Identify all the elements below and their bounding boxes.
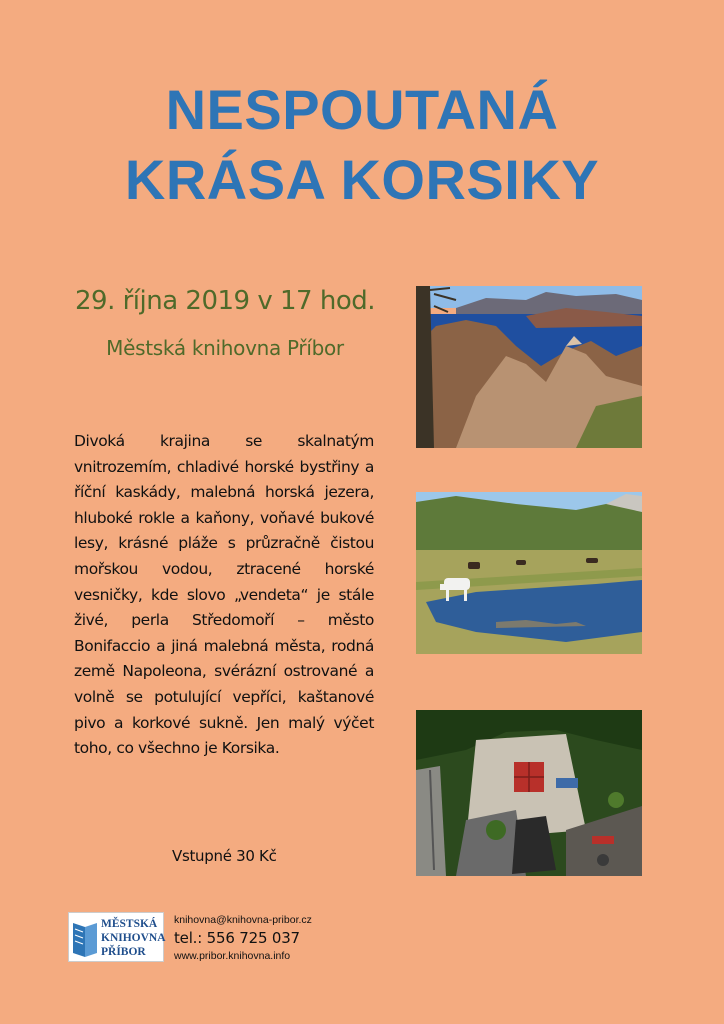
poster-title: [0, 75, 724, 215]
photo-rocky-coast: [416, 286, 642, 448]
event-date: 29. října 2019 v 17 hod.: [74, 286, 375, 316]
photo-horse-lake: [416, 492, 642, 654]
logo-line-2: KNIHOVNA: [101, 932, 166, 944]
contact-info: [174, 913, 312, 963]
title-line-2: KRÁSA KORSIKY: [124, 148, 600, 211]
contact-phone: tel.: 556 725 037: [174, 929, 300, 947]
title-line-1: NESPOUTANÁ: [165, 78, 559, 141]
event-venue: Městská knihovna Příbor: [106, 336, 344, 360]
contact-website[interactable]: www.pribor.knihovna.info: [174, 950, 291, 962]
event-description: Divoká krajina se skalnatým vnitrozemím, chladivé horské bystřiny a říční kaskády, malebná horská jezera, hluboké rokle a kaňony, voňavé bukové lesy, krásné pláže s průzračně čistou mořskou vodou, ztracené horské vesničky, kde slovo „vendeta“ je stále živé, perla Středomoří – město Bonifaccio a jiná malebná města, rodná země Napoleona, svérázní ostrované a volně se potulující vepříci, kaštanové pivo a korkové sukně. Jen malý výčet toho, co všechno je Korsika.: [74, 432, 374, 758]
admission-price: Vstupné 30 Kč: [172, 847, 277, 865]
contact-email[interactable]: knihovna@knihovna-pribor.cz: [174, 914, 312, 926]
photo-village-house: [416, 710, 642, 876]
logo-line-3: PŘÍBOR: [101, 946, 146, 958]
logo-text: [101, 917, 166, 959]
book-icon: [71, 917, 99, 959]
logo-line-1: MĚSTSKÁ: [101, 918, 158, 930]
library-logo: [68, 912, 164, 962]
